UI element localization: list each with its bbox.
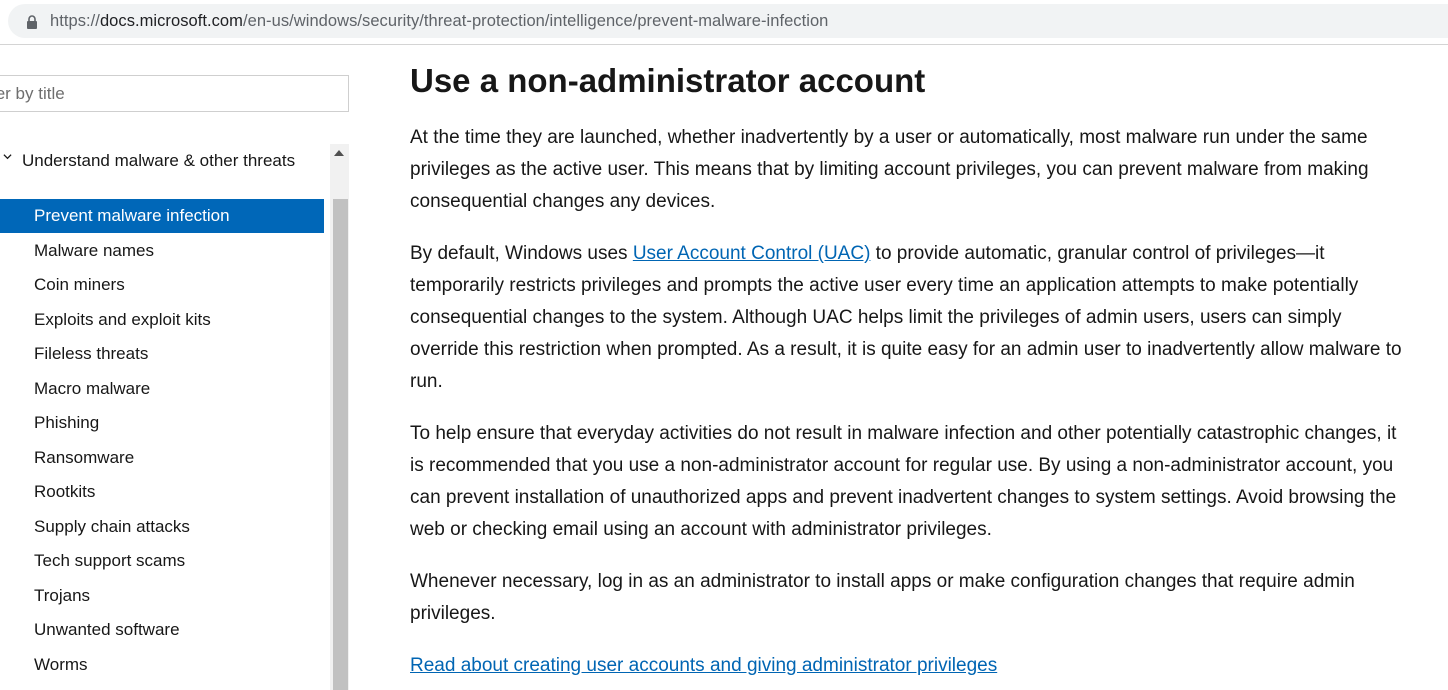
browser-toolbar xyxy=(0,0,1448,45)
paragraph-2-end: to provide automatic, granular control of privileges—it temporarily restricts privileges and prompts the active user every time an application attempts to make potentially consequential changes to the system. Although UAC helps limit the privileges of admin users, users can simply override this restriction when prompted. As a result, it is quite easy for an admin user to inadvertently allow malware to run. xyxy=(410,243,1402,392)
uac-link[interactable]: User Account Control (UAC) xyxy=(632,243,871,264)
toc-item[interactable]: Tech support scams xyxy=(34,551,186,570)
url-path: /en-us/windows/security/threat-protection/intelligence/prevent-malware-infection xyxy=(242,12,829,30)
paragraph-2-start: By default, Windows uses xyxy=(410,243,633,264)
toc-parent-label: Understand malware & other threats xyxy=(22,151,296,170)
toc-item[interactable]: Macro malware xyxy=(34,378,151,398)
filter-box xyxy=(0,75,349,112)
scroll-up-arrow-icon[interactable] xyxy=(334,150,344,156)
lock-icon[interactable] xyxy=(26,15,38,29)
toc-item[interactable]: Coin miners xyxy=(34,275,125,294)
url-scheme: https:// xyxy=(50,12,100,30)
chevron-down-icon[interactable] xyxy=(3,152,12,161)
toc-item[interactable]: Rootkits xyxy=(34,482,96,501)
toc-item[interactable]: Malware names xyxy=(34,240,154,260)
paragraph-2 xyxy=(410,238,1410,398)
address-bar[interactable] xyxy=(8,4,1448,38)
toc-item[interactable]: Supply chain attacks xyxy=(34,516,190,536)
toc-item[interactable]: Fileless threats xyxy=(34,344,149,363)
filter-input[interactable] xyxy=(0,76,348,111)
toc-item[interactable]: Worms xyxy=(34,654,88,674)
url-text[interactable] xyxy=(50,12,828,30)
toc-item[interactable]: Prevent malware infection xyxy=(0,199,324,233)
article-title: Use a non-administrator account xyxy=(410,62,926,99)
article xyxy=(410,58,1420,676)
toc-item[interactable]: Trojans xyxy=(34,585,91,605)
toc-item[interactable]: Ransomware xyxy=(34,447,135,467)
paragraph-1: At the time they are launched, whether inadvertently by a user or automatically, most malware run under the same privileges as the active user. This means that by limiting account privileges, you can prevent malware from making consequential changes any devices. xyxy=(410,127,1369,212)
toc-tree xyxy=(0,144,330,690)
paragraph-3: To help ensure that everyday activities do not result in malware infection and other potentially catastrophic changes, it is recommended that you use a non-administrator account for regular use. By using a non-administrator account, you can prevent installation of unauthorized apps and prevent inadvertent changes to system settings. Avoid browsing the web or checking email using an account with administrator privileges. xyxy=(410,423,1397,540)
toc-scrollbar-thumb[interactable] xyxy=(333,199,348,690)
url-host: docs.microsoft.com xyxy=(99,12,243,30)
toc-item[interactable]: Phishing xyxy=(34,413,100,432)
paragraph-4: Whenever necessary, log in as an administrator to install apps or make configuration changes that require admin privileges. xyxy=(410,571,1355,624)
toc-item[interactable]: Unwanted software xyxy=(34,620,180,639)
toc-item[interactable]: Exploits and exploit kits xyxy=(34,309,211,329)
read-more-link[interactable]: Read about creating user accounts and giving administrator privileges xyxy=(410,655,998,676)
